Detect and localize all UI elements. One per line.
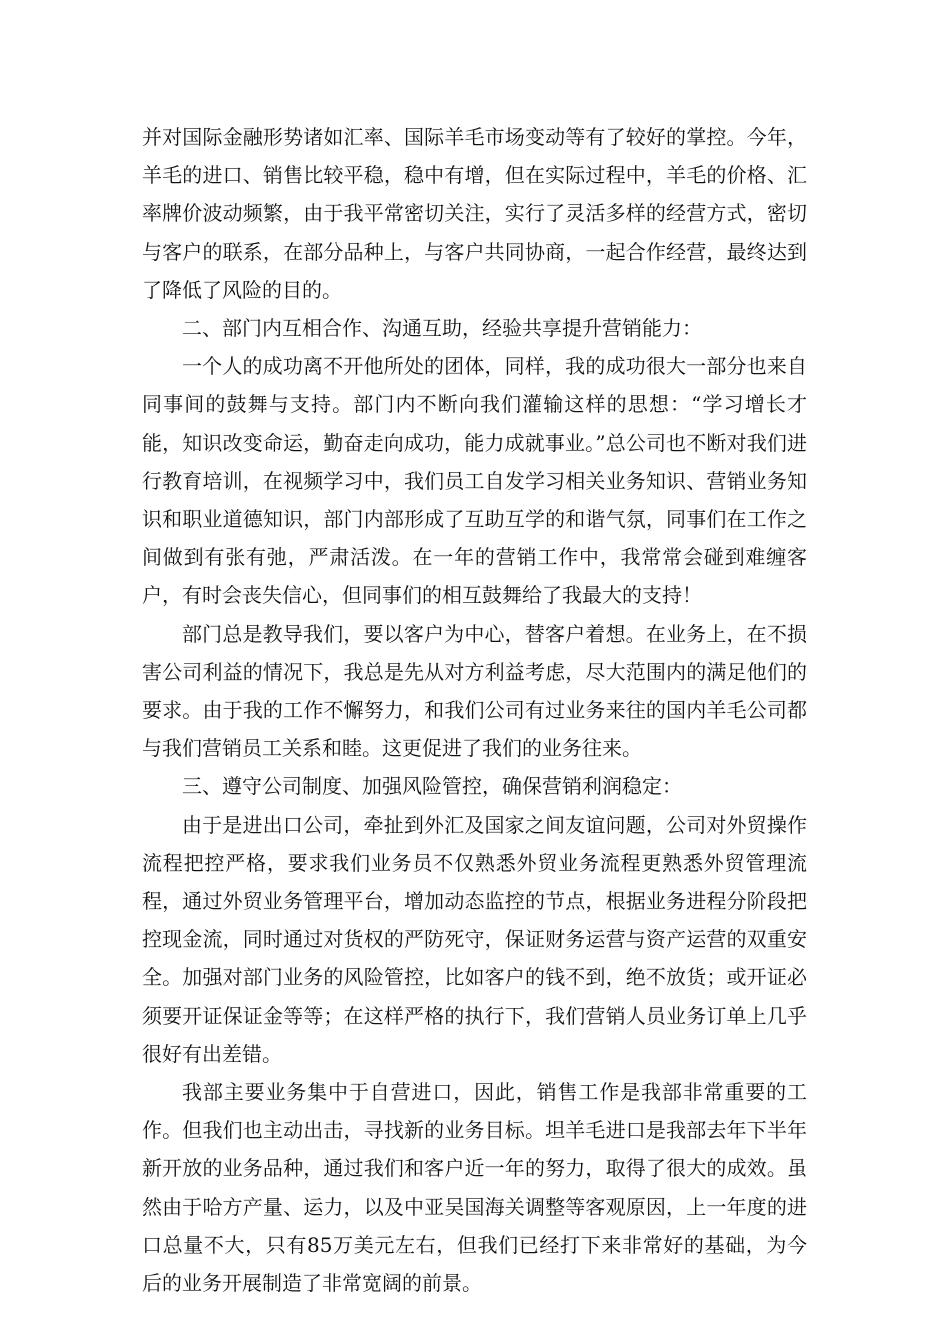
paragraph-teamwork: 一个人的成功离不开他所处的团体，同样，我的成功很大一部分也来自同事间的鼓舞与支持。部门内不断向我们灌输这样的思想：“学习增长才能，知识改变命运，勤奋走向成功，能力成就事业。”总公司也不断对我们进行教育培训，在视频学习中，我们员工自发学习相关业务知识、营销业务知识和职业道德知识，部门内部形成了互助互学的和谐气氛，同事们在工作之间做到有张有弛，严肃活泼。在一年的营销工作中，我常常会碰到难缠客户，有时会丧失信心，但同事们的相互鼓舞给了我最大的支持！: [142, 354, 807, 608]
section-heading-three: 三、遵守公司制度、加强风险管控，确保营销利润稳定：: [182, 774, 682, 799]
section-heading-two: 二、部门内互相合作、沟通互助，经验共享提升营销能力：: [182, 316, 702, 341]
paragraph-continuation: 并对国际金融形势诸如汇率、国际羊毛市场变动等有了较好的掌控。今年，羊毛的进口、销售比较平稳，稳中有增，但在实际过程中，羊毛的价格、汇率牌价波动频繁，由于我平常密切关注，实行了灵活多样的经营方式，密切与客户的联系，在部分品种上，与客户共同协商，一起合作经营，最终达到了降低了风险的目的。: [142, 125, 807, 302]
document-body: [142, 118, 807, 1302]
paragraph-business-expansion: 我部主要业务集中于自营进口，因此，销售工作是我部非常重要的工作。但我们也主动出击，寻找新的业务目标。坦羊毛进口是我部去年下半年新开放的业务品种，通过我们和客户近一年的努力，取得了很大的成效。虽然由于哈方产量、运力，以及中亚吴国海关调整等客观原因，上一年度的进口总量不大，只有85万美元左右，但我们已经打下来非常好的基础，为今后的业务开展制造了非常宽阔的前景。: [142, 1080, 807, 1296]
paragraph-risk-control: 由于是进出口公司，牵扯到外汇及国家之间友谊问题，公司对外贸操作流程把控严格，要求我们业务员不仅熟悉外贸业务流程更熟悉外贸管理流程，通过外贸业务管理平台，增加动态监控的节点，根据业务进程分阶段把控现金流，同时通过对货权的严防死守，保证财务运营与资产运营的双重安全。加强对部门业务的风险管控，比如客户的钱不到，绝不放货；或开证必须要开证保证金等等；在这样严格的执行下，我们营销人员业务订单上几乎很好有出差错。: [142, 812, 807, 1066]
paragraph-customer-focus: 部门总是教导我们，要以客户为中心，替客户着想。在业务上，在不损害公司利益的情况下，我总是先从对方利益考虑，尽大范围内的满足他们的要求。由于我的工作不懈努力，和我们公司有过业务来往的国内羊毛公司都与我们营销员工关系和睦。这更促进了我们的业务往来。: [142, 621, 807, 761]
